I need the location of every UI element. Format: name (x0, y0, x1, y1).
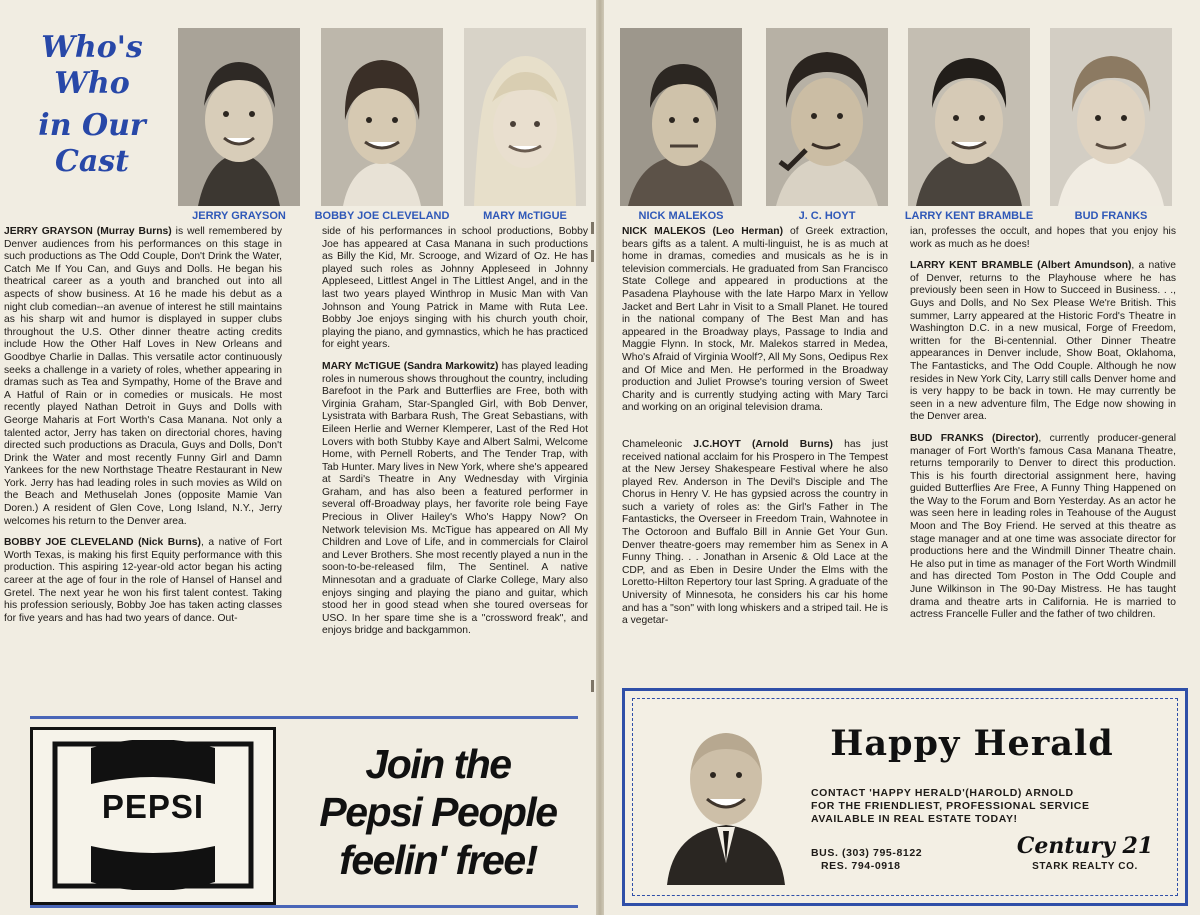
pepsi-slogan (288, 740, 588, 884)
bio-text: , a native of Fort Worth Texas, is making his first Equity performance with this production. This aspiring 12-year-old actor began his acting career at the age of four in the role of Hansel of Hansel and Gretel. The next year he won his first talent contest. Taking his profession seriously, Bobby Joe has taken acting classes for five years and has had two years of dance. Out- (4, 537, 282, 624)
phone-residence: RES. 794-0918 (821, 860, 901, 872)
bio-name: JERRY GRAYSON (Murray Burns) (4, 226, 172, 237)
portrait-mary-mctigue (464, 28, 586, 206)
cast-name-nick: NICK MALEKOS (638, 210, 724, 222)
contact-line: FOR THE FRIENDLIEST, PROFESSIONAL SERVICE (811, 800, 1090, 812)
cast-name-bobby: BOBBY JOE CLEVELAND (314, 210, 450, 222)
binding-mark (591, 680, 594, 692)
slogan-line: Pepsi People (319, 789, 557, 835)
page-title (22, 30, 162, 180)
bio-larry (910, 260, 1176, 424)
happy-herald-title: Happy Herald (830, 723, 1114, 764)
bio-hoyt-cont (910, 226, 1176, 251)
herald-contact-text (811, 787, 1141, 826)
pepsi-logo-text: PEPSI (101, 788, 205, 825)
title-line: Who's (41, 30, 143, 65)
bio-text: , a native of Denver, returns to the Playhouse where he has previously been seen in How to Succeed in Business. . ., Guys and Dolls, and No Sex Please We're British. This summer, Larry appeared at the Historic Ford's Theatre in Washington D.C. in a new musical, Forge of Freedom, written for the Bi-centennial. Other Dinner Theatre appearances in Denver include, Show Boat, Oklahoma, The Fantasticks, and The Odd Couple. Although he now resides in New York City, Larry still calls Denver home and is very happy to be back in town. He may currently be seen in a new adventure film, The Edge now showing in the Denver area. (910, 260, 1176, 423)
bio-column-middle (322, 226, 588, 647)
binding-mark (591, 222, 594, 234)
bio-column-right-1 (622, 226, 888, 637)
bio-text: has played leading roles in numerous shows throughout the country, including Barefoot in the Park and Butterflies are Free, both with Virginia Graham, Star-Spangled Girl, with Bob Denver, Lysistrata with Barbara Rush, The Great Sebastians, with Eileen Herlie and Werner Klemperer, Last of the Red Hot Lovers with both Stubby Kaye and Albert Salmi, Welcome Home, with Pernell Roberts, and The Tender Trap, with Tab Hunter. Mary lives in New York, where she's appeared at Sardi's Theatre in Any Wednesday with Virginia Graham, and has also been a featured performer in several off-Broadway plays, her favorite role being Faye Precious in Oliver Hailey's Who's Happy Now? On Network television Ms. McTigue has appeared on All My Children and Love of Life, and in commercials for Clairol and Lever Brothers. She most recently played a nun in the soon-to-be-released film, The Sentinel. A native Minnesotan and a graduate of Clarke College, Mary also enjoys singing and playing the piano and guitar, which stood her in good stead when she toured overseas for USO. In her spare time she is a "crossword freak", and enjoys bridge and backgammon. (322, 360, 588, 637)
cast-name-larry: LARRY KENT BRAMBLE (904, 210, 1034, 222)
herald-phone-numbers (811, 847, 922, 873)
bio-name: MARY McTIGUE (Sandra Markowitz) (322, 360, 499, 372)
bio-column-left (4, 226, 282, 634)
portrait-harold-arnold (663, 713, 789, 885)
bio-text: side of his performances in school productions, Bobby Joe has appeared at Casa Manana in such productions as Billy the Kid, Mr. Scrooge, and Wizard of Oz. He has played such roles as Johnny Appleseed in Johnny Appleseed, Littlest Angel in The Littlest Angel, and in the last two years played Winthrop in Music Man with Van Johnson and Young Patrick in Mame with Ruta Lee. Bobby Joe enjoys singing with his church youth choir, playing the piano, and gymnastics, which he has practiced for eight years. (322, 226, 588, 351)
bio-nick (622, 226, 888, 415)
bio-name: BUD FRANKS (Director) (910, 432, 1039, 444)
portrait-larry-kent-bramble (908, 28, 1030, 206)
binding-mark (591, 250, 594, 262)
phone-business: BUS. (303) 795-8122 (811, 847, 923, 859)
bio-bud (910, 433, 1176, 622)
right-page (604, 0, 1200, 915)
contact-line: AVAILABLE IN REAL ESTATE TODAY! (811, 813, 1018, 825)
slogan-line: Join the (365, 741, 511, 787)
slogan-line: feelin' free! (339, 837, 537, 883)
cast-name-mary: MARY McTIGUE (483, 210, 567, 222)
cast-name-bud: BUD FRANKS (1074, 210, 1148, 222)
portrait-jerry-grayson (178, 28, 300, 206)
bio-name: LARRY KENT BRAMBLE (Albert Amundson) (910, 260, 1132, 272)
portrait-bobby-joe-cleveland (321, 28, 443, 206)
bio-text: is well remembered by Denver audiences from his performances on this stage in such productions as The Odd Couple, Don't Drink the Water, Catch Me If You Can, and Guys and Dolls. He began his theatrical career as a youth and branched out into all aspects of show business. At 16 he made his debut as a night club comedian--an avenue of interest he still maintains as his sharp wit and humor is displayed in supper clubs throughout the U.S. Other dinner theatre acting credits include How the Other Half Loves in New Orleans and Goodbye Charlie in Dallas. This versatile actor continuously seeks a challenge in a variety of roles, whether appearing in dramas such as Tea and Sympathy, Home of the Brave and A Hatful of Rain or in comedies or musicals. He most recently played Nathan Detroit in Guys and Dolls with George Maharis at Fort Worth's Casa Manana. Not only a talented actor, Jerry has taken on directorial chores, having directed such productions as Dracula, Guys and Dolls, Don't Drink the Water and most recently Funny Girl and Damn Yankees for the new Northstage Theatre Restaurant in New York. Jerry has had leading roles in such movies as Wild on the Beach and Methuselah Jones (opposite Mamie Van Doren.) A resident of Glen Cove, Long Island, N.Y., Jerry welcomes his return to the Denver area. (4, 226, 282, 527)
bio-bobby (4, 537, 282, 625)
happy-herald-ad (622, 688, 1188, 906)
bio-text: Chameleonic (622, 438, 694, 450)
divider-rule (30, 905, 578, 908)
title-line: Cast (54, 144, 130, 179)
cast-name-hoyt: J. C. HOYT (798, 210, 856, 222)
bio-jerry (4, 226, 282, 528)
divider-rule (30, 716, 578, 719)
bio-name: BOBBY JOE CLEVELAND (Nick Burns) (4, 537, 201, 549)
cast-name-jerry: JERRY GRAYSON (192, 210, 286, 222)
realty-company: STARK REALTY CO. (1032, 861, 1138, 872)
bio-name: J.C.HOYT (Arnold Burns) (693, 438, 833, 450)
portrait-nick-malekos (620, 28, 742, 206)
title-line: in Our (38, 108, 146, 143)
bio-mary (322, 361, 588, 638)
left-page (0, 0, 596, 915)
title-line: Who (54, 66, 130, 101)
bio-text: ian, professes the occult, and hopes that you enjoy his work as much as he does! (910, 226, 1176, 250)
century21-logo (1015, 833, 1155, 872)
century21-brand: Century 21 (1016, 833, 1154, 859)
pepsi-ad (30, 727, 276, 905)
bio-text: has just received national acclaim for his Prospero in The Tempest at the New Jersey Shakespeare Festival where he also played Rev. Anderson in The Devil's Disciple and The Chorus in Henry V. He has gypsied across the country in such a variety of roles as: the Girl's Father in The Fantasticks, the Overseer in Freedom Train, Wahnotee in The Octoroon and Buffalo Bill in Annie Get Your Gun. Denver theatre-goers may remember him as Senex in A Funny Thing. . . Jonathan in Arsenic & Old Lace at the CDP, and as Eben in Desire Under the Elms with the Loretto-Hilton Repertory tour last Spring. A graduate of the University of Minnesota, he considers his car his home and has a "son" with long whiskers and a striped tail. He is a vegetar- (622, 438, 889, 627)
page-gutter (596, 0, 604, 915)
portrait-jc-hoyt (766, 28, 888, 206)
bio-bobby-cont (322, 226, 588, 352)
portrait-bud-franks (1050, 28, 1172, 206)
bio-name: NICK MALEKOS (Leo Herman) (622, 226, 784, 237)
bio-text: , currently producer-general manager of Fort Worth's famous Casa Manana Theatre, returns temporarily to Denver to direct this production. This is his fourth directorial assignment here, having guided Butterflies Are Free, A Funny Thing Happened on the Way to the Forum and Born Yesterday. As an actor he was seen here in leading roles in Teahouse of the August Moon and The Boy Friend. He served at this theatre as stage manager and at one time was associate director for productions here and the Windmill Dinner Theatre chain. He also put in time as manager of the Fort Worth Windmill and has directed Tom Poston in The Odd Couple and June Wilkinson in The 90-Day Mistress. He has taught drama and theatre arts in California. He is married to actress Francelle Fuller and the father of two children. (910, 432, 1176, 621)
bio-hoyt (622, 439, 888, 628)
bio-column-right-2 (910, 226, 1176, 631)
contact-line: CONTACT 'HAPPY HERALD'(HAROLD) ARNOLD (811, 787, 1074, 799)
bio-text: of Greek extraction, bears gifts as a talent. A multi-linguist, he is as much at home in dramas, comedies and musicals as he is in television commercials. He graduated from San Francisco State College and appeared in productions at the Pasadena Playhouse with the late Harpo Marx in Yellow Jacket and Bert Lahr in Visit to a Small Planet. He toured in the national company of The Best Man and has appeared in the Broadway plays, Passage to India and Maggie Flynn. In stock, Mr. Malekos starred in Medea, Who's Afraid of Virginia Woolf?, All My Sons, Oedipus Rex and Of Mice and Men. He performed in the Broadway production and Juliet Prowse's touring version of Sweet Charity and is currently studying acting with Mary Tarci and working on an original television drama. (622, 226, 888, 414)
